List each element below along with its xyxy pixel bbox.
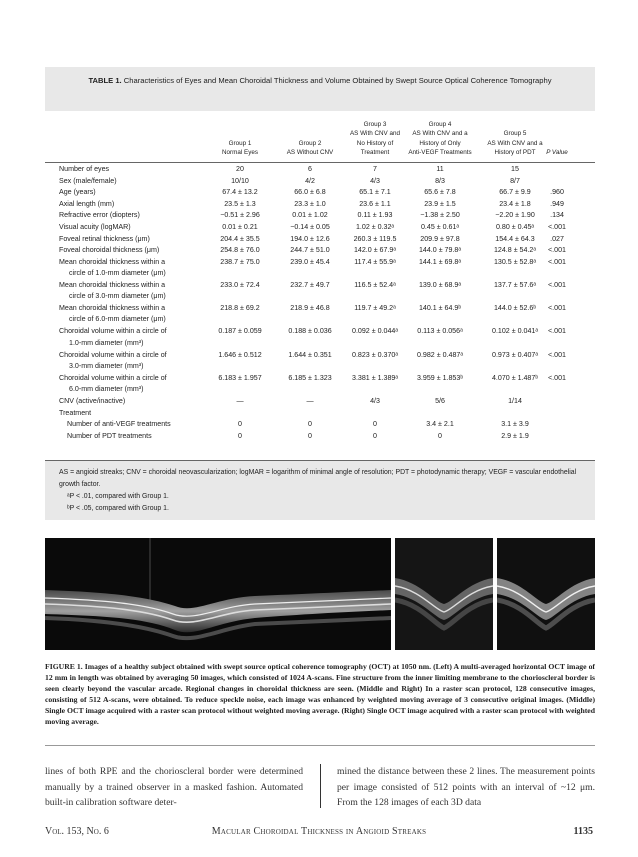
group-4-cell: 139.0 ± 68.9ᵃ <box>418 281 462 289</box>
group-4-cell: 8/3 <box>435 176 445 185</box>
body-text-left: lines of both RPE and the chorioscleral border were determined manually by a trained observer in a masked fashion. Automated built-in calibration software deter- <box>45 766 303 809</box>
p-value-cell: <.001 <box>548 304 566 313</box>
row-label <box>59 222 131 233</box>
row-label-line: CNV (active/inactive) <box>59 397 126 405</box>
footnote-abbreviations: AS = angioid streaks; CNV = choroidal neovascularization; logMAR = logarithm of minimal angle of resolution; PDT = photodynamic therapy; VEGF = vascular endothelial growth factor. <box>59 469 577 488</box>
row-label <box>59 199 114 210</box>
column-header-line: AS With CNV and a <box>487 139 543 147</box>
table-title-text: Characteristics of Eyes and Mean Choroidal Thickness and Volume Obtained by Swept Source Optical Coherence Tomography <box>123 76 552 85</box>
column-header-line: AS With CNV and a <box>412 130 468 138</box>
footer-page-number: 1135 <box>573 826 593 837</box>
group-3-cell: 4/3 <box>370 176 380 185</box>
column-header-line: Group 1 <box>228 139 252 147</box>
row-label-line: Visual acuity (logMAR) <box>59 223 131 231</box>
group-5-cell: 23.4 ± 1.8 <box>499 199 531 208</box>
column-header-line: Group 2 <box>298 139 322 147</box>
p-value-cell: .960 <box>550 188 564 197</box>
row-label <box>59 396 125 407</box>
column-header-6 <box>537 148 577 157</box>
row-label <box>59 187 96 198</box>
p-value-cell: <.001 <box>548 257 566 266</box>
group-4-cell: 144.1 ± 69.8ᵃ <box>418 257 462 266</box>
p-value-cell: <.001 <box>548 350 566 359</box>
group-2-cell: 0 <box>308 431 312 440</box>
p-value-cell: <.001 <box>548 327 566 336</box>
row-label <box>59 234 150 245</box>
column-header-line: Anti-VEGF Treatments <box>408 148 472 156</box>
row-label-line: Foveal choroidal thickness (μm) <box>59 246 160 255</box>
group-2-cell: 4/2 <box>305 176 315 185</box>
group-5-cell: 124.8 ± 54.2ᵃ <box>493 246 537 255</box>
group-5-cell: 0.973 ± 0.407ᵃ <box>492 350 538 359</box>
group-3-cell: 3.381 ± 1.389ᵃ <box>352 373 398 382</box>
group-5-cell: 130.5 ± 52.8ᵃ <box>493 257 537 266</box>
p-value-cell: <.001 <box>548 223 566 231</box>
group-4-cell: 140.1 ± 64.9ᵇ <box>418 304 462 313</box>
group-5-cell: 4.070 ± 1.487ᵇ <box>491 373 539 382</box>
group-5-cell: 3.1 ± 3.9 <box>501 420 529 429</box>
group-2-cell: 6.185 ± 1.323 <box>288 373 332 382</box>
group-3-cell: 0 <box>373 420 377 429</box>
group-2-cell: 0.188 ± 0.036 <box>288 327 332 336</box>
oct-image-left <box>45 538 391 650</box>
row-label-line: Choroidal volume within a circle of <box>59 373 167 382</box>
row-label-line: Number of eyes <box>59 165 110 173</box>
row-label <box>59 245 159 256</box>
row-label-line: Number of anti-VEGF treatments <box>67 420 171 429</box>
group-1-cell: 20 <box>236 165 244 173</box>
group-5-cell: 2.9 ± 1.9 <box>501 431 529 440</box>
group-2-cell: 244.7 ± 51.0 <box>290 246 330 255</box>
row-label-line: Age (years) <box>59 188 96 197</box>
row-label-line: Axial length (mm) <box>59 199 115 208</box>
group-1-cell: 23.5 ± 1.3 <box>224 199 256 208</box>
p-value-cell: .027 <box>550 234 564 243</box>
group-5-cell: 154.4 ± 64.3 <box>495 234 535 243</box>
group-2-cell: 239.0 ± 45.4 <box>290 257 330 266</box>
group-1-cell: 0.187 ± 0.059 <box>218 327 262 336</box>
body-text-right: mined the distance between these 2 lines. The measurement points per image consisted of 512 points with an interval of ~12 μm. From the 128 images of each 3D data <box>337 766 595 809</box>
group-2-cell: 218.9 ± 46.8 <box>290 304 330 313</box>
group-3-cell: 0.823 ± 0.370ᵃ <box>352 350 398 359</box>
group-5-cell: 137.7 ± 57.6ᵃ <box>493 281 537 289</box>
group-3-cell: 0.092 ± 0.044ᵃ <box>352 327 398 336</box>
table-title-label: TABLE 1. <box>88 76 122 85</box>
column-header-line: AS With CNV and <box>349 130 401 138</box>
group-2-cell: 0.01 ± 1.02 <box>292 211 328 220</box>
oct-image-middle <box>395 538 493 650</box>
row-label-line: circle of 6.0-mm diameter (μm) <box>69 315 166 324</box>
group-5-cell: 8/7 <box>510 176 520 185</box>
row-label <box>59 408 91 419</box>
row-label-line: 3.0-mm diameter (mm³) <box>69 361 144 370</box>
group-1-cell: 0 <box>238 420 242 429</box>
row-label-line: Mean choroidal thickness within a <box>59 281 166 289</box>
row-label <box>59 257 166 280</box>
group-1-cell: 1.646 ± 0.512 <box>218 350 262 359</box>
group-1-cell: 6.183 ± 1.957 <box>218 373 262 382</box>
group-5-cell: 15 <box>511 165 519 173</box>
group-4-cell: 0 <box>438 431 442 440</box>
column-header-line: Group 5 <box>503 130 527 138</box>
group-3-cell: 23.6 ± 1.1 <box>359 199 391 208</box>
group-4-cell: 209.9 ± 97.8 <box>420 234 460 243</box>
group-2-cell: 1.644 ± 0.351 <box>288 350 332 359</box>
group-5-cell: 0.102 ± 0.041ᵃ <box>492 327 538 336</box>
group-5-cell: 0.80 ± 0.45ᵃ <box>495 223 535 231</box>
group-4-cell: 0.45 ± 0.61ᵃ <box>420 223 460 231</box>
group-4-cell: 3.959 ± 1.853ᵇ <box>416 373 464 382</box>
footnote-a: ᵃP < .01, compared with Group 1. <box>67 493 169 500</box>
group-1-cell: 218.8 ± 69.2 <box>220 304 260 313</box>
row-label <box>59 176 117 187</box>
row-label <box>67 431 152 442</box>
group-3-cell: 116.5 ± 52.4ᵃ <box>354 281 396 289</box>
row-label <box>59 303 166 326</box>
group-2-cell: −0.14 ± 0.05 <box>290 223 330 231</box>
row-label-line: 1.0-mm diameter (mm³) <box>69 338 144 347</box>
group-1-cell: 0.01 ± 0.21 <box>222 223 258 231</box>
group-2-cell: — <box>306 397 314 405</box>
p-value-cell: <.001 <box>548 246 566 255</box>
group-5-cell: 144.0 ± 52.6ᵇ <box>493 304 537 313</box>
p-value-cell: .949 <box>550 199 564 208</box>
column-divider <box>320 764 321 808</box>
group-4-cell: 11 <box>436 165 444 173</box>
column-header-line: P Value <box>546 148 568 156</box>
column-header-line: History of PDT <box>494 148 536 156</box>
group-1-cell: 10/10 <box>231 176 249 185</box>
group-4-cell: 3.4 ± 2.1 <box>426 420 454 429</box>
group-5-cell: 66.7 ± 9.9 <box>499 188 531 197</box>
column-header-line: Normal Eyes <box>221 148 259 156</box>
row-label-line: Number of PDT treatments <box>67 431 152 440</box>
group-2-cell: 232.7 ± 49.7 <box>290 281 330 289</box>
p-value-cell: <.001 <box>548 281 566 289</box>
group-1-cell: — <box>236 397 244 405</box>
column-headers <box>45 115 595 161</box>
table-1 <box>45 67 595 520</box>
row-label <box>59 164 109 175</box>
row-label-line: Mean choroidal thickness within a <box>59 304 166 313</box>
row-label-line: Treatment <box>59 408 92 417</box>
row-label-line: circle of 3.0-mm diameter (μm) <box>69 292 166 301</box>
group-3-cell: 260.3 ± 119.5 <box>353 234 397 243</box>
group-2-cell: 6 <box>308 165 312 173</box>
footer-volume: Vol. 153, No. 6 <box>45 826 109 837</box>
group-3-cell: 65.1 ± 7.1 <box>359 188 391 197</box>
group-4-cell: 144.0 ± 79.8ᵃ <box>418 246 462 255</box>
group-2-cell: 66.0 ± 6.8 <box>294 188 326 197</box>
group-3-cell: 117.4 ± 55.9ᵃ <box>354 257 396 266</box>
oct-image-right <box>497 538 595 650</box>
row-label <box>59 210 140 221</box>
figure-caption: FIGURE 1. Images of a healthy subject obtained with swept source optical coherence tomography (OCT) at 1050 nm. (Left) A multi-averaged horizontal OCT image of 12 mm in length was obtained by averaging 50 images, which consisted of 1024 A-scans. Fine structure from the inner limiting membrane to the chorioscleral border is seen clearly beyond the vascular arcade. Regional changes in choroidal thickness are seen. (Middle and Right) In a raster scan protocol, 128 consecutive images, consisting of 512 A-scans, were obtained. To reduce speckle noise, each image was enhanced by weighted moving average of 3 consecutive original images. (Middle) Single OCT image acquired with a raster scan protocol without weighted moving average. (Right) Single OCT image acquired with a raster scan protocol with weighted moving average. <box>45 662 595 727</box>
column-header-line: AS Without CNV <box>286 148 334 156</box>
column-header-4 <box>400 120 480 157</box>
group-5-cell: −2.20 ± 1.90 <box>495 211 535 220</box>
p-value-cell: <.001 <box>548 373 566 382</box>
caption-rule <box>45 745 595 746</box>
group-4-cell: 65.6 ± 7.8 <box>424 188 456 197</box>
table-footnotes <box>45 461 595 520</box>
column-header-line: Group 3 <box>363 121 387 129</box>
header-rule <box>45 162 595 163</box>
row-label-line: circle of 1.0-mm diameter (μm) <box>69 269 166 278</box>
row-label-line: Refractive error (diopters) <box>59 211 140 220</box>
group-3-cell: 119.7 ± 49.2ᵃ <box>354 304 396 313</box>
group-1-cell: 0 <box>238 431 242 440</box>
group-1-cell: 238.7 ± 75.0 <box>220 257 260 266</box>
footer-running-title: Macular Choroidal Thickness in Angioid Streaks <box>211 826 427 837</box>
row-label <box>59 350 167 373</box>
row-label-line: Sex (male/female) <box>59 176 117 185</box>
group-4-cell: 23.9 ± 1.5 <box>424 199 456 208</box>
row-label <box>67 419 171 430</box>
table-title <box>45 67 595 111</box>
row-label-line: Mean choroidal thickness within a <box>59 257 166 266</box>
footnote-b: ᵇP < .05, compared with Group 1. <box>67 505 169 512</box>
column-header-line: Treatment <box>360 148 390 156</box>
group-1-cell: 254.8 ± 76.0 <box>220 246 260 255</box>
p-value-cell: .134 <box>550 211 564 220</box>
column-header-line: Group 4 <box>428 121 452 129</box>
column-header-1 <box>205 139 275 157</box>
column-header-2 <box>275 139 345 157</box>
group-2-cell: 194.0 ± 12.6 <box>290 234 330 243</box>
column-header-line: History of Only <box>419 139 461 147</box>
group-3-cell: 142.0 ± 67.9ᵃ <box>353 246 397 255</box>
row-label-line: Choroidal volume within a circle of <box>59 350 167 359</box>
group-1-cell: 204.4 ± 35.5 <box>220 234 260 243</box>
group-1-cell: 233.0 ± 72.4 <box>220 281 260 289</box>
row-label <box>59 280 166 303</box>
group-3-cell: 0.11 ± 1.93 <box>357 211 393 220</box>
group-1-cell: 67.4 ± 13.2 <box>222 188 258 197</box>
group-4-cell: 0.113 ± 0.056ᵃ <box>417 327 463 336</box>
group-3-cell: 0 <box>373 431 377 440</box>
group-2-cell: 23.3 ± 1.0 <box>294 199 326 208</box>
group-4-cell: 5/6 <box>435 397 445 405</box>
group-4-cell: −1.38 ± 2.50 <box>420 211 460 220</box>
figure-1 <box>45 538 595 650</box>
group-3-cell: 1.02 ± 0.32ᵃ <box>355 223 395 231</box>
row-label <box>59 373 167 396</box>
row-label <box>59 326 167 349</box>
column-header-line: No History of <box>356 139 394 147</box>
group-3-cell: 4/3 <box>370 397 380 405</box>
row-label-line: 6.0-mm diameter (mm³) <box>69 385 144 394</box>
row-label-line: Choroidal volume within a circle of <box>59 327 167 336</box>
group-2-cell: 0 <box>308 420 312 429</box>
group-4-cell: 0.982 ± 0.487ᵃ <box>417 350 463 359</box>
group-1-cell: −0.51 ± 2.96 <box>220 211 260 220</box>
group-5-cell: 1/14 <box>508 397 522 405</box>
row-label-line: Foveal retinal thickness (μm) <box>59 234 150 243</box>
group-3-cell: 7 <box>373 165 377 173</box>
